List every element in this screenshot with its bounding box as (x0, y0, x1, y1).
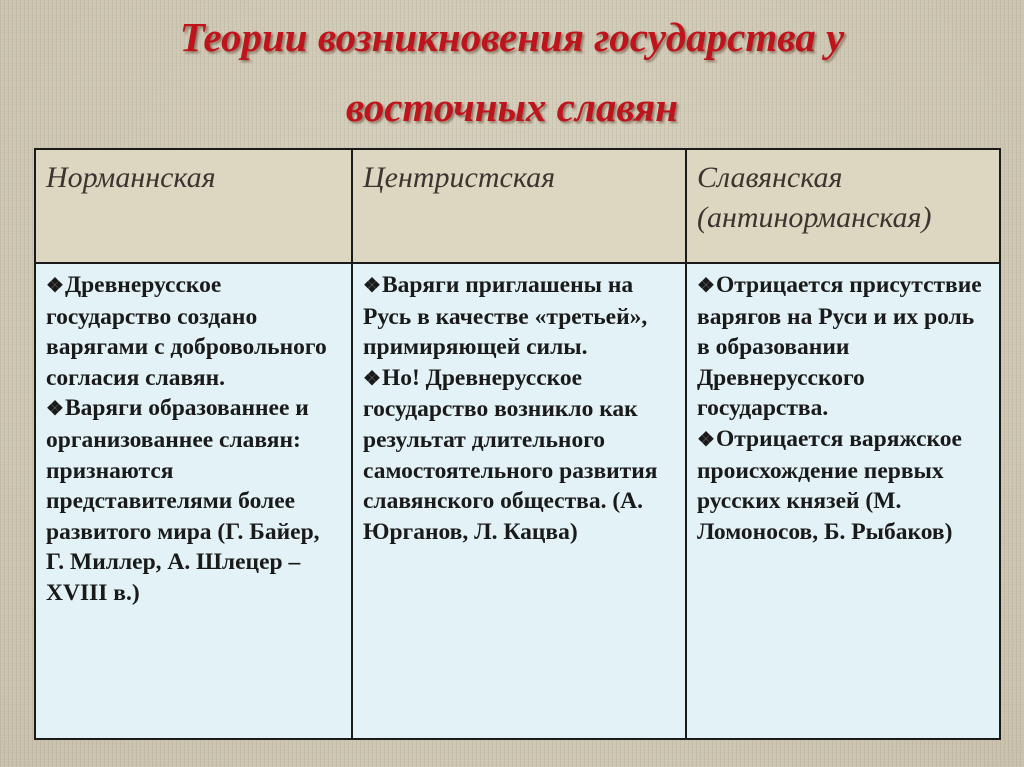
slide-title-line-2: восточных славян (345, 84, 679, 130)
theories-table (34, 148, 1001, 740)
diamond-bullet-icon: ❖ (46, 275, 64, 297)
centrist-point-1-text: Варяги приглашены на Русь в качестве «третьей», примиряющей силы. (363, 272, 648, 361)
centrist-point-2 (363, 363, 677, 548)
header-slavic-label: Славянская (697, 161, 843, 194)
diamond-bullet-icon: ❖ (363, 367, 381, 390)
slavic-point-1 (697, 270, 991, 424)
norman-point-1-text: Древнерусское государство создано варягами с добровольного согласия славян. (46, 272, 327, 391)
header-slavic-sublabel: (антинорманская) (697, 201, 932, 234)
diamond-bullet-icon: ❖ (363, 275, 381, 297)
cell-norman (35, 263, 352, 739)
header-centrist (352, 149, 686, 263)
slide-title-line-1: Теории возникновения государства у (179, 14, 845, 60)
diamond-bullet-icon: ❖ (46, 398, 64, 421)
centrist-point-2-text: Но! Древнерусское государство возникло как результат длительного самостоятельного развития славянского общества. (А. Юрганов, Л. Кацва) (363, 364, 658, 545)
header-centrist-label: Центристская (363, 161, 556, 194)
slavic-point-2 (697, 424, 991, 547)
table-body-row (35, 263, 1000, 739)
slavic-point-2-text: Отрицается варяжское происхождение первых русских князей (М. Ломоносов, Б. Рыбаков) (697, 425, 962, 545)
slavic-point-1-text: Отрицается присутствие варягов на Руси и их роль в образовании Древнерусского государства. (697, 272, 982, 422)
norman-point-2-text: Варяги образованнее и организованнее славян: признаются представителями более развитого мира (Г. Байер, Г. Миллер, А. Шлецер – XVIII в.) (46, 395, 320, 606)
norman-point-2 (46, 393, 343, 608)
header-norman-label: Норманнская (46, 161, 216, 194)
table-header-row (35, 149, 1000, 263)
cell-slavic (686, 263, 1000, 739)
header-norman (35, 149, 352, 263)
slide-title (0, 2, 1024, 142)
diamond-bullet-icon: ❖ (697, 428, 715, 451)
cell-centrist (352, 263, 686, 739)
norman-point-1 (46, 270, 343, 393)
header-slavic (686, 149, 1000, 263)
diamond-bullet-icon: ❖ (697, 275, 715, 297)
centrist-point-1 (363, 270, 677, 363)
